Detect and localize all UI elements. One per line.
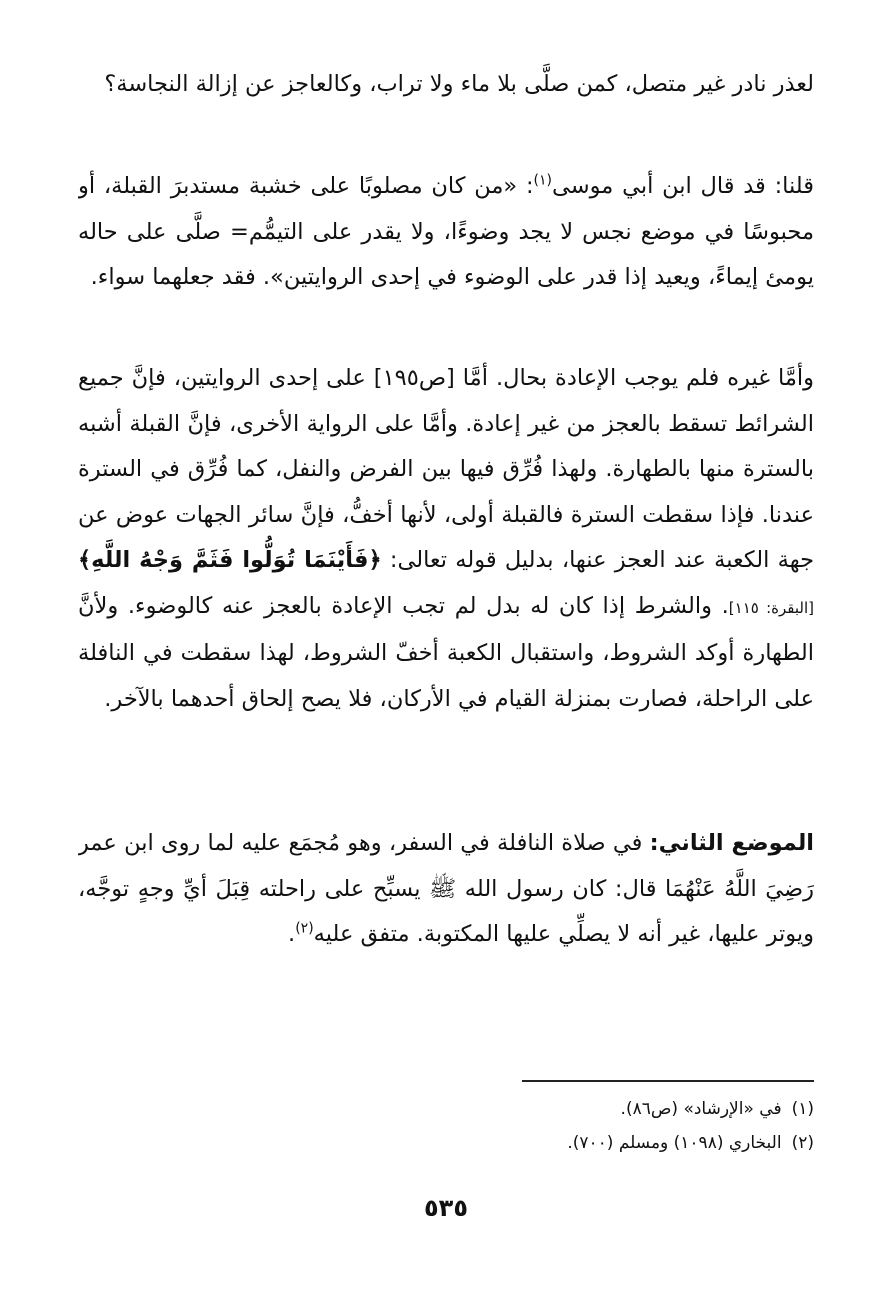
footnote-1 [78, 1092, 814, 1126]
paragraph-4-end: . [288, 921, 296, 947]
footnote-1-number: (١) [791, 1099, 814, 1119]
quran-verse-reference: [البقرة: ١١٥] [728, 598, 814, 617]
book-page [78, 62, 814, 1252]
quran-verse: ﴿فَأَيْنَمَا تُوَلُّوا فَثَمَّ وَجْهُ اللَّهِ﴾ [78, 547, 382, 573]
paragraph-3-text-start: وأمَّا غيره فلم يوجب الإعادة بحال. أمَّا [ص١٩٥] على إحدى الروايتين، فإنَّ جميع الشرائط تسقط بالعجز من غير إعادة. وأمَّا على الرواية الأخرى، فإنَّ القبلة أشبه بالسترة منها بالطهارة. ولهذا فُرِّق فيها بين الفرض والنفل، كما فُرِّق في السترة عندنا. فإذا سقطت السترة فالقبلة أولى، لأنها أخفُّ، فإنَّ سائر الجهات عوض عن جهة الكعبة عند العجز عنها، بدليل قوله تعالى: [78, 365, 814, 573]
paragraph-2 [78, 164, 814, 346]
footnotes [78, 1092, 814, 1160]
footnote-2-text: البخاري (١٠٩٨) ومسلم (٧٠٠). [567, 1133, 782, 1153]
paragraph-4 [78, 821, 814, 958]
paragraph-2-text-end: : «من كان مصلوبًا على خشبة مستدبرَ القبلة، أو محبوسًا في موضع نجس لا يجد وضوءًا، ولا يقدر على التيمُّم= صلَّى على حاله يومئ إيماءً، ويعيد إذا قدر على الوضوء في إحدى الروايتين». فقد جعلهما سواء. [78, 173, 814, 290]
paragraph-4-text: في صلاة النافلة في السفر، وهو مُجمَع عليه لما روى ابن عمر رَضِيَ اللَّهُ عَنْهُمَا قال: كان رسول الله ﷺ يسبِّح على راحلته قِبَلَ أيِّ وجهٍ توجَّه، ويوتر عليها، غير أنه لا يصلِّي عليها المكتوبة. متفق عليه [78, 830, 814, 947]
paragraph-1-text: لعذر نادر غير متصل، كمن صلَّى بلا ماء ولا تراب، وكالعاجز عن إزالة النجاسة؟ [104, 71, 814, 97]
paragraph-1 [78, 62, 814, 154]
footnote-ref-2[interactable]: (٢) [295, 920, 314, 937]
main-text [78, 62, 814, 958]
paragraph-2-text-start: قلنا: قد قال ابن أبي موسى [552, 173, 814, 199]
paragraph-3-text-end: . والشرط إذا كان له بدل لم تجب الإعادة بالعجز عنه كالوضوء. ولأنَّ الطهارة أوكد الشروط، واستقبال الكعبة أخفّ الشروط، لهذا سقطت في النافلة على الراحلة، فصارت بمنزلة القيام في الأركان، فلا يصح إلحاق أحدهما بالآخر. [78, 592, 814, 712]
paragraph-3 [78, 356, 814, 811]
page-number: ٥٣٥ [424, 1194, 468, 1222]
footnote-divider [522, 1080, 814, 1082]
footnote-ref-1[interactable]: (١) [533, 172, 553, 189]
footnote-1-text: في «الإرشاد» (ص٨٦). [620, 1099, 782, 1119]
footnote-2-number: (٢) [791, 1133, 814, 1153]
section-heading: الموضع الثاني: [649, 830, 814, 856]
footnote-2 [78, 1126, 814, 1160]
